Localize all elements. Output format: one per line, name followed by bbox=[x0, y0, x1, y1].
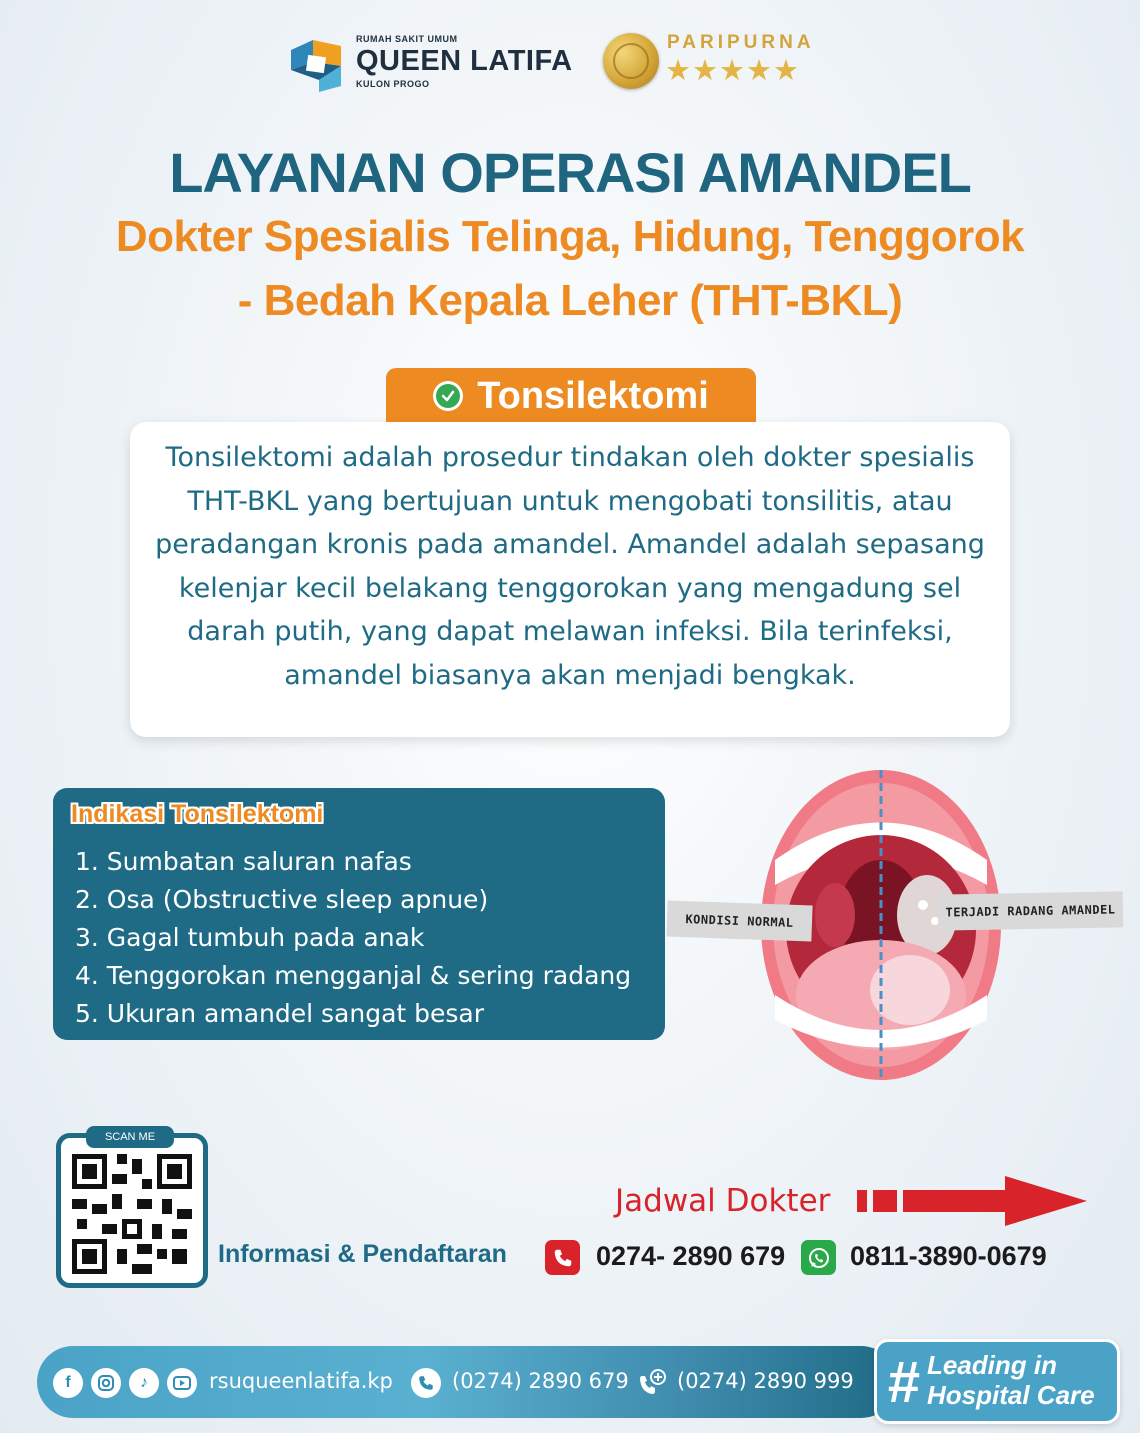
check-circle-icon bbox=[433, 381, 463, 411]
footer-bar bbox=[37, 1346, 897, 1418]
phone-icon bbox=[545, 1240, 580, 1275]
tagline-line2: Hospital Care bbox=[927, 1380, 1095, 1410]
hospital-logo-text bbox=[356, 34, 573, 89]
facebook-icon[interactable]: f bbox=[53, 1368, 83, 1398]
accreditation-medal-icon bbox=[603, 33, 659, 89]
whatsapp-number[interactable]: 0811-3890-0679 bbox=[850, 1241, 1047, 1271]
logo-location: KULON PROGO bbox=[356, 79, 430, 89]
phone-icon bbox=[411, 1368, 441, 1398]
page-subtitle-line2: - Bedah Kepala Leher (THT-BKL) bbox=[237, 276, 903, 325]
description-card bbox=[130, 422, 1010, 737]
tagline-box bbox=[874, 1339, 1120, 1424]
label-inflamed: TERJADI RADANG AMANDEL bbox=[938, 891, 1124, 930]
emergency-phone-icon bbox=[637, 1368, 667, 1398]
label-normal: KONDISI NORMAL bbox=[666, 900, 812, 941]
description-text: Tonsilektomi adalah prosedur tindakan oleh dokter spesialis THT-BKL yang bertujuan untuk mengobati tonsilitis, atau peradangan kronis pada amandel. Amandel adalah sepasang kelenjar kecil belakang tenggorokan yang mengadung sel darah putih, yang dapat melawan infeksi. Bila terinfeksi, amandel biasanya akan menjadi bengkak. bbox=[155, 442, 985, 691]
footer-phone[interactable]: (0274) 2890 679 bbox=[452, 1369, 629, 1393]
list-item: 5. Ukuran amandel sangat besar bbox=[75, 999, 485, 1028]
indications-list bbox=[75, 843, 631, 1033]
youtube-icon[interactable] bbox=[167, 1368, 197, 1398]
star-rating: ★★★★★ bbox=[665, 53, 800, 87]
qr-code-icon[interactable] bbox=[72, 1154, 192, 1274]
instagram-icon[interactable] bbox=[91, 1368, 121, 1398]
phone-number[interactable]: 0274- 2890 679 bbox=[596, 1241, 786, 1271]
list-item: 3. Gagal tumbuh pada anak bbox=[75, 923, 425, 952]
list-item: 4. Tenggorokan mengganjal & sering radang bbox=[75, 961, 632, 990]
doctor-schedule-label[interactable]: Jadwal Dokter bbox=[615, 1183, 831, 1219]
tagline-line1: Leading in bbox=[927, 1350, 1057, 1380]
tonsilektomi-badge bbox=[386, 368, 756, 424]
tonsil-illustration bbox=[665, 765, 1125, 1085]
emergency-phone[interactable]: (0274) 2890 999 bbox=[677, 1369, 854, 1393]
hashtag-symbol: # bbox=[887, 1350, 920, 1415]
list-item: 1. Sumbatan saluran nafas bbox=[75, 847, 412, 876]
page-title: LAYANAN OPERASI AMANDEL bbox=[169, 141, 971, 204]
arrow-right-icon bbox=[855, 1174, 1090, 1230]
tiktok-icon[interactable]: ♪ bbox=[129, 1368, 159, 1398]
logo-name: QUEEN LATIFA bbox=[356, 45, 573, 77]
social-handle[interactable]: rsuqueenlatifa.kp bbox=[209, 1369, 393, 1393]
page-subtitle-line1: Dokter Spesialis Telinga, Hidung, Tenggorok bbox=[115, 212, 1025, 261]
list-item: 2. Osa (Obstructive sleep apnue) bbox=[75, 885, 489, 914]
scan-me-label: SCAN ME bbox=[86, 1126, 174, 1148]
indications-card bbox=[53, 788, 665, 1040]
tagline-text bbox=[927, 1350, 1095, 1410]
logo-small-text: RUMAH SAKIT UMUM bbox=[356, 34, 458, 44]
indications-title: Indikasi Tonsilektomi bbox=[71, 800, 324, 828]
badge-label: Tonsilektomi bbox=[477, 374, 709, 417]
hospital-logo-icon bbox=[287, 36, 345, 94]
info-registration-label: Informasi & Pendaftaran bbox=[218, 1240, 507, 1268]
whatsapp-icon bbox=[801, 1240, 836, 1275]
accreditation-label: PARIPURNA bbox=[667, 32, 815, 53]
